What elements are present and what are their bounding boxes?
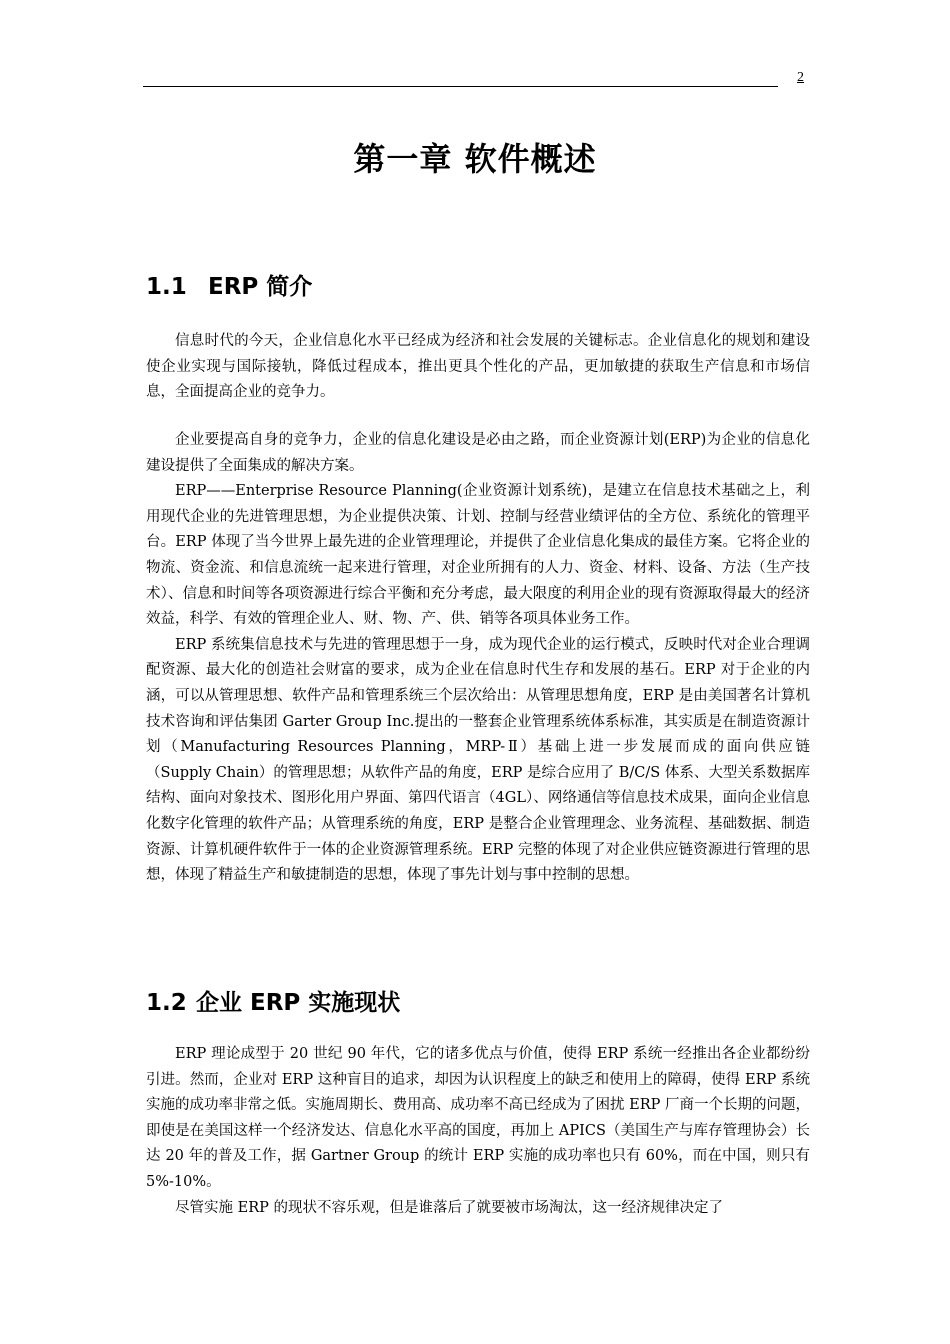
paragraph: 企业要提高自身的竞争力，企业的信息化建设是必由之路，而企业资源计划(ERP)为企业的信息化建设提供了全面集成的解决方案。: [146, 432, 810, 474]
paragraph: 尽管实施 ERP 的现状不容乐观，但是谁落后了就要被市场淘汰，这一经济规律决定了: [175, 1199, 723, 1216]
paragraph: ERP——Enterprise Resource Planning(企业资源计划系统)，是建立在信息技术基础之上，利用现代企业的先进管理思想，为企业提供决策、计划、控制与经营业绩评估的全方位、系统化的管理平台。ERP 体现了当今世界上最先进的企业管理理论，并提供了企业信息化集成的最佳方案。它将企业的物流、资金流、和信息流统一起来进行管理，对企业所拥有的人力、资金、材料、设备、方法（生产技术）、信息和时间等各项资源进行综合平衡和充分考虑，最大限度的利用企业的现有资源取得最大的经济效益，科学、有效的管理企业人、财、物、产、供、销等各项具体业务工作。: [146, 483, 810, 628]
section-title: ERP 简介: [208, 274, 313, 300]
section-number: 1.2: [146, 990, 187, 1016]
section-heading-1-2: [146, 984, 400, 1017]
chapter-title: 第一章 软件概述: [353, 140, 597, 178]
section-1-2-body: [146, 1042, 810, 1221]
section-1-1-body: [146, 428, 810, 889]
paragraph: ERP 系统集信息技术与先进的管理思想于一身，成为现代企业的运行模式，反映时代对企业合理调配资源、最大化的创造社会财富的要求，成为企业在信息时代生存和发展的基石。ERP 对于企业的内涵，可以从管理思想、软件产品和管理系统三个层次给出：从管理思想角度，ERP 是由美国著名计算机技术咨询和评估集团 Garter Group Inc.提出的一整套企业管理系统体系标准，其实质是在制造资源计划（Manufacturing Resources Planning，MRP-Ⅱ）基础上进一步发展而成的面向供应链（Supply Chain）的管理思想；从软件产品的角度，ERP 是综合应用了 B/C/S 体系、大型关系数据库结构、面向对象技术、图形化用户界面、第四代语言（4GL）、网络通信等信息技术成果，面向企业信息化数字化管理的软件产品；从管理系统的角度，ERP 是整合企业管理理念、业务流程、基础数据、制造资源、计算机硬件软件于一体的企业资源管理系统。ERP 完整的体现了对企业供应链资源进行管理的思想，体现了精益生产和敏捷制造的思想，体现了事先计划与事中控制的思想。: [146, 636, 810, 884]
paragraph: ERP 理论成型于 20 世纪 90 年代，它的诸多优点与价值，使得 ERP 系统一经推出各企业都纷纷引进。然而，企业对 ERP 这种盲目的追求，却因为认识程度上的缺乏和使用上的障碍，使得 ERP 系统实施的成功率非常之低。实施周期长、费用高、成功率不高已经成为了困扰 ERP 厂商一个长期的问题，即使是在美国这样一个经济发达、信息化水平高的国度，再加上 APICS（美国生产与库存管理协会）长达 20 年的普及工作，据 Gartner Group 的统计 ERP 实施的成功率也只有 60%，而在中国，则只有 5%-10%。: [146, 1046, 810, 1190]
section-1-1-intro: [146, 329, 810, 406]
section-heading-1-1: [146, 268, 312, 301]
header-rule: [143, 86, 778, 87]
section-title: 企业 ERP 实施现状: [196, 990, 401, 1016]
section-number: 1.1: [146, 274, 187, 300]
paragraph: 信息时代的今天，企业信息化水平已经成为经济和社会发展的关键标志。企业信息化的规划和建设使企业实现与国际接轨，降低过程成本，推出更具个性化的产品，更加敏捷的获取生产信息和市场信息，全面提高企业的竞争力。: [146, 333, 810, 401]
page-number: 2: [797, 70, 804, 85]
